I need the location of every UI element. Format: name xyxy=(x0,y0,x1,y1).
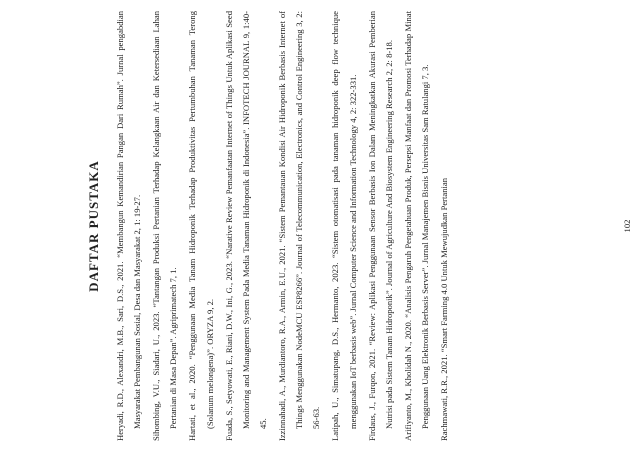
reference-item: Rachmawati, R.R., 2021. “Smart Farming 4.0 Untuk Mewujudkan Pertanian xyxy=(439,177,450,441)
page-number: 102 xyxy=(622,219,632,233)
reference-item: Firdaus, J., Furqon, 2021. “Review: Aplikasi Penggunaan Sensor Berbasis Ion Dalam Meningkatkan Akurasi Pemberian Nutrisi pada Sistem Tanam Hidroponik”. Journal of Agriculture And Biosystem Engineering Research 2, 2: 8-18. xyxy=(366,11,394,441)
reference-item: Fuada, S., Setyowati, E., Riani, D.W., Ini, G., 2023. “Narative Review Pemanfaatan Internet of Things Untuk Aplikasi Seed Monitoring and Management System Pada Media Tanaman Hidroponik di Indonesia”. INFOTECH JOURNAL 9, 1:40-45. xyxy=(223,11,269,441)
page-title: DAFTAR PUSTAKA xyxy=(86,160,101,292)
reference-item: Latipah, U., Simatupang, D.S., Hermanto, 2023. “Sistem otomatisasi pada tanaman hidroponik deep flow technique menggunakan IoT berbasis web”. Jurnal Computer Science and Information Technology 4, 2: 322-331. xyxy=(330,11,358,441)
reference-item: Heryadi, R.D., Alexandri, M.B., Sari, D.S., 2021. “Membangun Kemandirian Pangan Dari Rumah”. Jurnal pengabdian Masyarakat Pembangunan Sosial, Desa dan Masyarakat 2, 1: 19-27. xyxy=(115,11,143,441)
reference-item: Sihombing, V.U., Siadari, U., 2023. “Tantangan Produksi Pertanian Terhadap Kelangkaan Air dan Ketersediaan Lahan Pertanian di Masa Depan”. Agriprimatech 7, 1. xyxy=(151,11,179,441)
reference-item: Arifiyanto, M., Kholidah N., 2020. “Analisis Pengaruh Pengetahuan Produk, Persepsi Manfaat dan Promosi Terhadap Minat Penggunaan Uang Elektronik Berbasis Server”. Jurnal Manajemen Bisnis Universitas Sam Ratulangi 7, 3. xyxy=(402,11,431,441)
reference-item: Izzinnahadi, A., Murdiantoro, R.A., Armin, E.U., 2021. “Sistem Pemantauan Kondisi Air Hidroponik Berbasis Internet of Things Menggunakan NodeMCU ESP8266”. Journal of Telecommunication, Electronics, and Control Engineering 3, 2: 56-63. xyxy=(277,11,322,441)
rotated-content xyxy=(82,11,637,441)
reference-list xyxy=(112,11,455,441)
reference-item: Hartati, et al., 2020. “Penggunaan Media Tanam Hidroponik Terhadap Produktivitas Pertumbuhan Tanaman Terong (Solanum melongena)”. ORYZA 9, 2. xyxy=(187,11,215,441)
